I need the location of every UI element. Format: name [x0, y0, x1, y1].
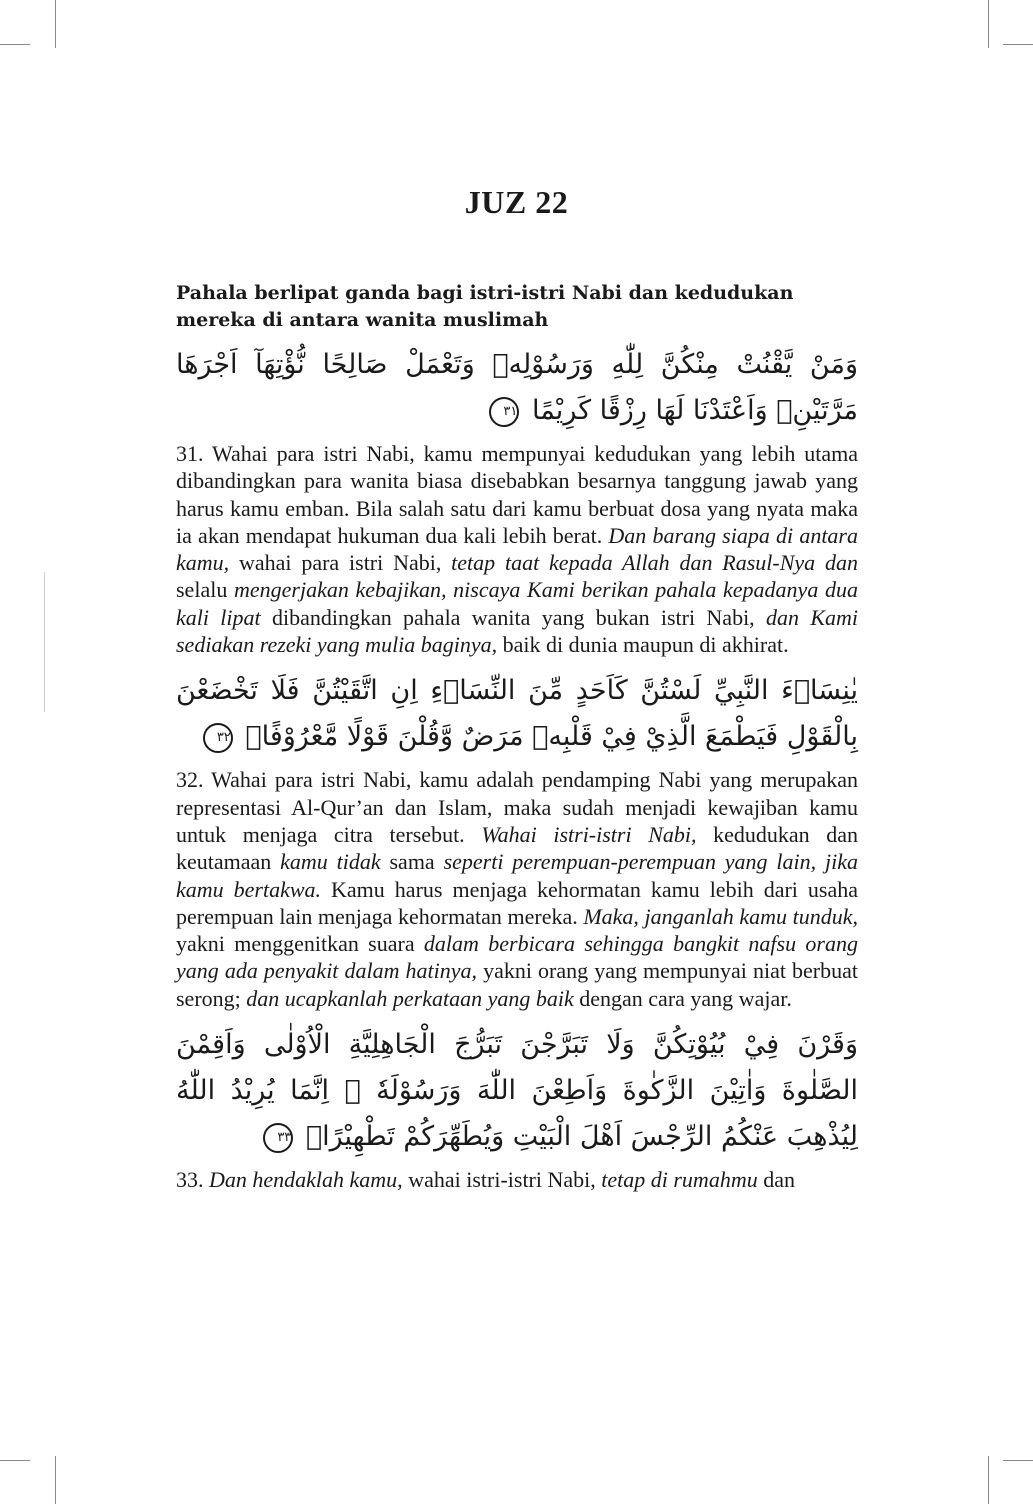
italic-quran-text: seperti perempuan-perempuan yang lain, jika kamu bertakwa.: [176, 849, 858, 902]
italic-quran-text: dan ucapkanlah perkataan yang baik: [246, 985, 574, 1011]
crop-mark-top-left-vertical: [55, 0, 56, 48]
arabic-verse: [176, 342, 858, 434]
verse-block: [176, 342, 858, 658]
ayah-number-marker: ٣٣: [263, 1123, 293, 1153]
commentary-text: Kamu harus menjaga kehormatan kamu lebih dari usaha perempuan lain menjaga kehormatan mereka.: [176, 876, 858, 929]
arabic-verse: [176, 668, 858, 760]
page-title: JUZ 22: [464, 184, 569, 220]
italic-quran-text: mengerjakan kebajikan, niscaya Kami berikan pahala kepadanya dua kali lipat: [176, 577, 858, 630]
arabic-verse-text: يٰنِسَاۤءَ النَّبِيِّ لَسْتُنَّ كَاَحَدٍ مِّنَ النِّسَاۤءِ اِنِ اتَّقَيْتُنَّ فَلَا تَخْضَعْنَ بِالْقَوْلِ فَيَطْمَعَ الَّذِيْ فِيْ قَلْبِهٖ مَرَضٌ وَّقُلْنَ قَوْلًا مَّعْرُوْفًاۚ: [176, 675, 858, 753]
commentary-text: sama: [380, 849, 444, 875]
commentary-text: selalu: [176, 577, 234, 603]
verse-translation: [176, 440, 858, 658]
commentary-text: wahai para istri Nabi,: [229, 550, 452, 576]
commentary-text: kedudukan dan keutamaan: [176, 821, 859, 875]
arabic-verse: [176, 1022, 858, 1160]
crop-mark-top-right-vertical: [988, 0, 989, 48]
italic-quran-text: tetap taat kepada Allah dan Rasul-Nya dan: [451, 550, 859, 576]
italic-quran-text: Dan barang siapa di antara kamu,: [176, 522, 858, 576]
page-content: [176, 280, 858, 1203]
crop-mark-bottom-left-vertical: [55, 1456, 56, 1504]
commentary-text: yakni menggenitkan suara: [176, 931, 424, 957]
italic-quran-text: Dan hendaklah kamu,: [209, 1167, 403, 1193]
italic-quran-text: Maka, janganlah kamu tunduk,: [583, 903, 858, 929]
commentary-text: 33.: [176, 1167, 209, 1193]
italic-quran-text: Wahai istri-istri Nabi,: [481, 821, 697, 847]
arabic-verse-text: وَقَرْنَ فِيْ بُيُوْتِكُنَّ وَلَا تَبَرَّجْنَ تَبَرُّجَ الْجَاهِلِيَّةِ الْاُوْلٰى وَاَقِمْنَ الصَّلٰوةَ وَاٰتِيْنَ الزَّكٰوةَ وَاَطِعْنَ اللّٰهَ وَرَسُوْلَهٗ ۗ اِنَّمَا يُرِيْدُ اللّٰهُ لِيُذْهِبَ عَنْكُمُ الرِّجْسَ اَهْلَ الْبَيْتِ وَيُطَهِّرَكُمْ تَطْهِيْرًاۚ: [176, 1029, 858, 1153]
italic-quran-text: tetap di rumahmu: [601, 1167, 758, 1193]
italic-quran-text: kamu tidak: [280, 849, 381, 875]
commentary-text: dibandingkan pahala wanita yang bukan istri Nabi,: [260, 604, 767, 630]
italic-quran-text: dan Kami sediakan rezeki yang mulia baginya,: [176, 604, 859, 658]
verse-block: [176, 1022, 858, 1193]
verse-translation: [176, 766, 858, 1012]
ayah-number-marker: ٣١: [489, 397, 519, 427]
crop-mark-bottom-right-vertical: [988, 1456, 989, 1504]
commentary-text: dengan cara yang wajar.: [573, 985, 792, 1011]
commentary-text: 31. Wahai para istri Nabi, kamu mempunyai kedudukan yang lebih utama dibandingkan para wanita biasa disebabkan besarnya tanggung jawab yang harus kamu emban. Bila salah satu dari kamu berbuat dosa yang nyata maka ia akan mendapat hukuman dua kali lebih berat.: [176, 441, 858, 548]
commentary-text: yakni orang yang mempunyai niat berbuat serong;: [176, 958, 858, 1011]
crop-mark-top-right-horizontal: [1003, 44, 1033, 45]
verse-block: [176, 668, 858, 1012]
italic-quran-text: dalam berbicara sehingga bangkit nafsu orang yang ada penyakit dalam hatinya,: [176, 931, 858, 984]
ayah-number-marker: ٣٢: [203, 723, 233, 753]
commentary-text: dan: [757, 1167, 795, 1193]
section-heading: Pahala berlipat ganda bagi istri-istri Nabi dan kedudukan mereka di antara wanita muslimah: [176, 282, 794, 331]
commentary-text: 32. Wahai para istri Nabi, kamu adalah pendamping Nabi yang merupakan representasi Al-Qur’an dan Islam, maka sudah menjadi kewajiban kamu untuk menjaga citra tersebut.: [176, 767, 858, 847]
crop-mark-bottom-right-horizontal: [1003, 1460, 1033, 1461]
crop-mark-top-left-horizontal: [0, 44, 30, 45]
verse-translation: [176, 1166, 858, 1193]
commentary-text: wahai istri-istri Nabi,: [402, 1167, 602, 1193]
crop-mark-bottom-left-horizontal: [0, 1460, 30, 1461]
commentary-text: baik di dunia maupun di akhirat.: [497, 632, 789, 658]
margin-rule: [44, 572, 45, 712]
arabic-verse-text: وَمَنْ يَّقْنُتْ مِنْكُنَّ لِلّٰهِ وَرَسُوْلِهٖ وَتَعْمَلْ صَالِحًا نُّؤْتِهَآ اَجْرَهَا مَرَّتَيْنِۙ وَاَعْتَدْنَا لَهَا رِزْقًا كَرِيْمًا: [176, 349, 858, 426]
